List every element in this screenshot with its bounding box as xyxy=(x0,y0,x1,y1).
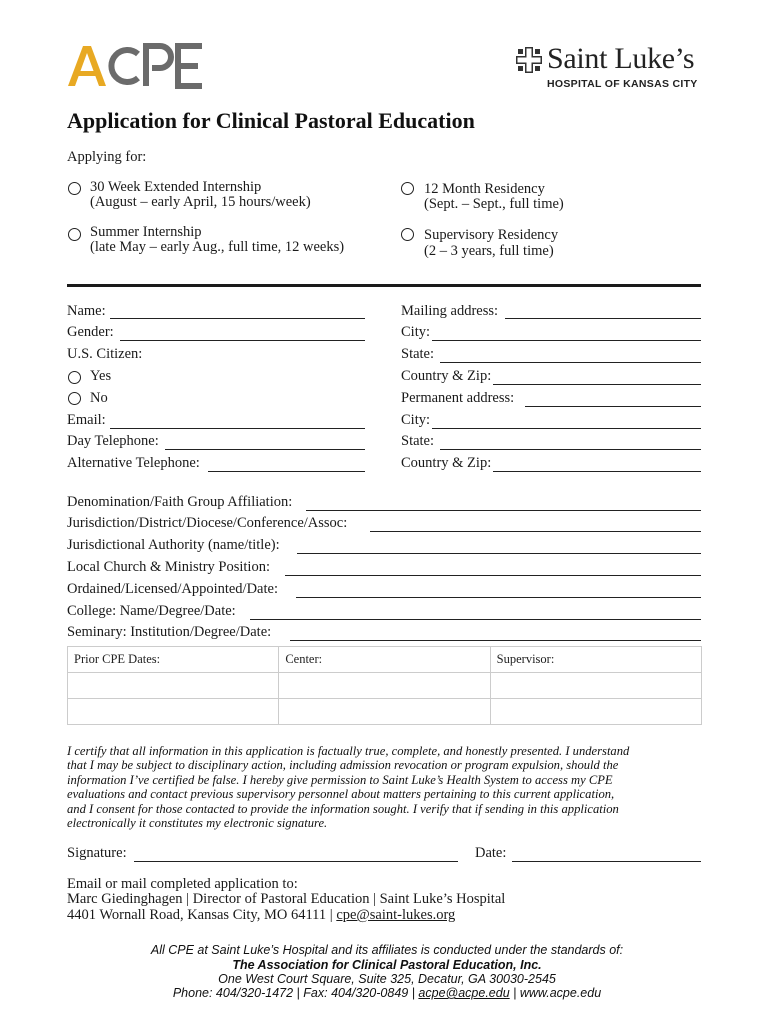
radio-extended-internship[interactable] xyxy=(68,182,81,195)
table-row xyxy=(68,673,702,699)
table-row xyxy=(68,647,702,673)
jurisdictional-authority-field[interactable] xyxy=(297,553,701,554)
mailing-state-label: State: xyxy=(401,346,435,362)
citizen-no-label: No xyxy=(90,390,108,406)
date-label: Date: xyxy=(475,845,507,861)
page-title: Application for Clinical Pastoral Education xyxy=(67,108,475,133)
alt-telephone-field[interactable] xyxy=(208,471,365,472)
saint-lukes-logo xyxy=(515,44,705,94)
certification-line: electronically it constitutes my electronic signature. xyxy=(67,816,328,831)
seminary-field[interactable] xyxy=(290,640,701,641)
radio-citizen-yes[interactable] xyxy=(68,371,81,384)
mail-to-address xyxy=(67,907,455,924)
footer-org-name xyxy=(67,958,707,972)
citizen-yes-label: Yes xyxy=(90,368,112,384)
day-telephone-label: Day Telephone: xyxy=(67,433,159,449)
certification-line: I certify that all information in this application is factually true, complete, and honestly presented. I understand xyxy=(67,744,630,758)
certification-line: and I consent for those contacted to provide the information sought. I verify that if sending in this application xyxy=(67,801,619,816)
mailing-city-field[interactable] xyxy=(432,340,701,341)
mailing-address-field[interactable] xyxy=(505,318,701,319)
permanent-country-zip-label: Country & Zip: xyxy=(401,455,492,471)
mailing-country-zip-field[interactable] xyxy=(493,384,701,385)
radio-summer-internship[interactable] xyxy=(68,228,81,241)
program-12-month-residency: 12 Month Residency xyxy=(424,181,545,197)
radio-supervisory-residency[interactable] xyxy=(401,228,414,241)
footer-standards-note: All CPE at Saint Luke’s Hospital and its affiliates is conducted under the standards of: xyxy=(150,943,624,957)
hospital-subtitle: HOSPITAL OF KANSAS CITY xyxy=(547,78,698,90)
radio-12-month-residency[interactable] xyxy=(401,182,414,195)
permanent-city-field[interactable] xyxy=(432,428,701,429)
hospital-name: Saint Luke’s xyxy=(547,42,695,75)
acpe-email-link[interactable]: acpe@acpe.edu xyxy=(418,986,510,1000)
footer-contact xyxy=(67,986,707,1000)
applying-for-label: Applying for: xyxy=(67,149,147,165)
date-field[interactable] xyxy=(512,861,701,862)
jurisdiction-label: Jurisdiction/District/Diocese/Conference/Assoc: xyxy=(67,515,348,531)
program-extended-internship: 30 Week Extended Internship xyxy=(90,179,262,195)
program-12-month-residency-detail: (Sept. – Sept., full time) xyxy=(424,196,564,212)
email-label: Email: xyxy=(67,412,106,428)
acpe-full-name: The Association for Clinical Pastoral Education, Inc. xyxy=(232,958,542,972)
mail-to-director: Marc Giedinghagen | Director of Pastoral Education | Saint Luke’s Hospital xyxy=(67,891,506,907)
permanent-address-label: Permanent address: xyxy=(401,390,515,406)
table-cell[interactable] xyxy=(68,673,279,699)
footer-website: | www.acpe.edu xyxy=(509,986,602,1000)
footer-address: One West Court Square, Suite 325, Decatur, GA 30030-2545 xyxy=(218,972,556,986)
permanent-country-zip-field[interactable] xyxy=(493,471,701,472)
table-cell[interactable] xyxy=(490,673,701,699)
acpe-logo-graphic xyxy=(66,42,206,90)
college-label: College: Name/Degree/Date: xyxy=(67,603,236,619)
table-row xyxy=(68,699,702,725)
section-divider xyxy=(67,284,701,287)
certification-line: information I’ve certified be false. I hereby give permission to Saint Luke’s Health System to access my CPE xyxy=(67,772,613,787)
seminary-label: Seminary: Institution/Degree/Date: xyxy=(67,624,272,640)
program-supervisory-residency: Supervisory Residency xyxy=(424,227,559,243)
center-header: Center: xyxy=(279,647,490,673)
mail-to-heading: Email or mail completed application to: xyxy=(67,876,298,892)
college-field[interactable] xyxy=(250,619,701,620)
permanent-state-field[interactable] xyxy=(440,449,701,450)
footer-phone-fax: Phone: 404/320-1472 | Fax: 404/320-0849 | xyxy=(172,986,419,1000)
alt-telephone-label: Alternative Telephone: xyxy=(67,455,200,471)
signature-field[interactable] xyxy=(134,861,458,862)
gender-field[interactable] xyxy=(120,340,365,341)
cpe-email-link[interactable]: cpe@saint-lukes.org xyxy=(336,907,456,923)
local-church-label: Local Church & Ministry Position: xyxy=(67,559,270,575)
permanent-city-label: City: xyxy=(401,412,431,428)
prior-cpe-dates-header: Prior CPE Dates: xyxy=(68,647,279,673)
us-citizen-label: U.S. Citizen: xyxy=(67,346,143,362)
jurisdiction-field[interactable] xyxy=(370,531,701,532)
mail-to-street: 4401 Wornall Road, Kansas City, MO 64111 | xyxy=(67,907,337,923)
mailing-state-field[interactable] xyxy=(440,362,701,363)
table-cell[interactable] xyxy=(490,699,701,725)
mailing-country-zip-label: Country & Zip: xyxy=(401,368,492,384)
denomination-field[interactable] xyxy=(306,510,701,511)
mailing-city-label: City: xyxy=(401,324,431,340)
table-cell[interactable] xyxy=(68,699,279,725)
supervisor-header: Supervisor: xyxy=(490,647,701,673)
radio-citizen-no[interactable] xyxy=(68,392,81,405)
program-summer-internship-detail: (late May – early Aug., full time, 12 weeks) xyxy=(90,239,345,255)
program-summer-internship: Summer Internship xyxy=(90,224,202,240)
table-cell[interactable] xyxy=(279,673,490,699)
program-supervisory-residency-detail: (2 – 3 years, full time) xyxy=(424,243,554,259)
prior-cpe-table xyxy=(67,646,702,725)
program-extended-internship-detail: (August – early April, 15 hours/week) xyxy=(90,194,311,210)
certification-line: evaluations and contact previous supervisory personnel about matters pertaining to this current application, xyxy=(67,787,615,802)
acpe-logo xyxy=(66,42,206,90)
name-label: Name: xyxy=(67,303,106,319)
signature-label: Signature: xyxy=(67,845,127,861)
permanent-address-field[interactable] xyxy=(525,406,701,407)
ordained-field[interactable] xyxy=(296,597,701,598)
name-field[interactable] xyxy=(110,318,365,319)
permanent-state-label: State: xyxy=(401,433,435,449)
gender-label: Gender: xyxy=(67,324,114,340)
certification-line: that I may be subject to disciplinary action, including admission revocation or program expulsion, should the xyxy=(67,758,619,773)
table-cell[interactable] xyxy=(279,699,490,725)
jurisdictional-authority-label: Jurisdictional Authority (name/title): xyxy=(67,537,280,553)
local-church-field[interactable] xyxy=(285,575,701,576)
ordained-label: Ordained/Licensed/Appointed/Date: xyxy=(67,581,278,597)
denomination-label: Denomination/Faith Group Affiliation: xyxy=(67,494,293,510)
day-telephone-field[interactable] xyxy=(165,449,365,450)
mailing-address-label: Mailing address: xyxy=(401,303,499,319)
email-field[interactable] xyxy=(110,428,365,429)
cross-emblem-icon xyxy=(515,46,543,74)
certification-statement xyxy=(67,744,707,830)
